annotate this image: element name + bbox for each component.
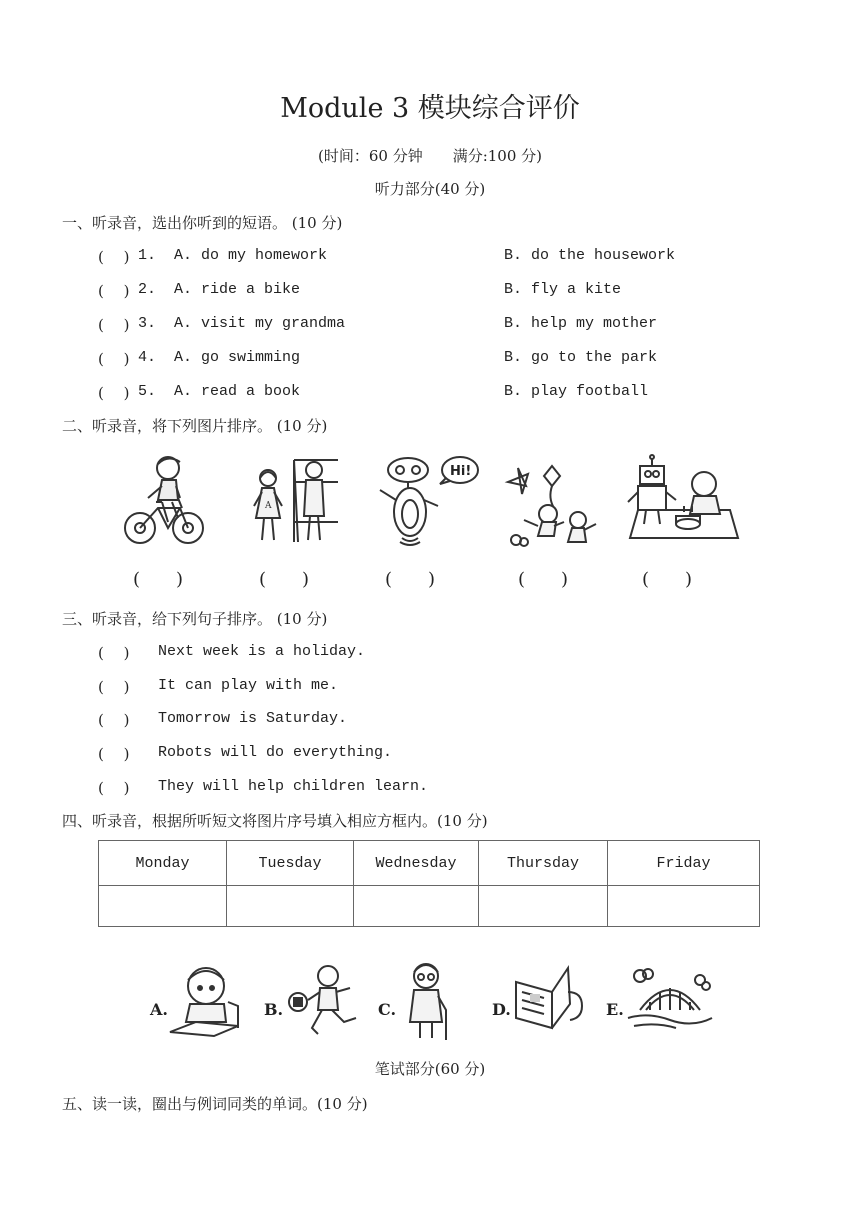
item-number: 3. — [138, 315, 157, 332]
picture-a-letter: A. — [150, 1000, 168, 1019]
svg-text:A: A — [265, 501, 272, 511]
boy-playing-football-icon — [284, 962, 364, 1040]
robot-saying-hi-icon — [376, 454, 480, 548]
day-friday: Friday — [608, 841, 760, 886]
option-b: B. fly a kite — [504, 281, 622, 298]
answer-cell-thursday[interactable] — [479, 886, 608, 927]
answer-cell-wednesday[interactable] — [354, 886, 479, 927]
answer-cell-monday[interactable] — [99, 886, 227, 927]
section1-heading: 一、听录音，选出你听到的短语。 (10 分) — [62, 214, 343, 232]
section5-heading: 五、读一读，圈出与例词同类的单词。(10 分) — [62, 1095, 368, 1113]
answer-blank[interactable]: ( ) — [98, 745, 130, 763]
option-a: A. visit my grandma — [174, 315, 346, 332]
answer-blank[interactable]: ( ) — [98, 316, 130, 334]
answer-blank[interactable]: ( ) — [98, 678, 130, 696]
picture2-answer-blank[interactable]: ( ) — [259, 569, 310, 590]
item-number: 1. — [138, 247, 157, 264]
page-title: Module 3 模块综合评价 — [280, 93, 580, 124]
sentence-text: Next week is a holiday. — [158, 643, 366, 660]
answer-blank[interactable]: ( ) — [98, 711, 130, 729]
time-info: (时间：60 分钟 满分:100 分) — [317, 147, 542, 165]
option-b: B. do the housework — [504, 247, 676, 264]
picture5-answer-blank[interactable]: ( ) — [642, 569, 693, 590]
answer-blank[interactable]: ( ) — [98, 644, 130, 662]
option-b: B. help my mother — [504, 315, 658, 332]
answer-blank[interactable]: ( ) — [98, 282, 130, 300]
answer-cell-tuesday[interactable] — [227, 886, 354, 927]
listening-part-label: 听力部分(40 分) — [374, 180, 486, 198]
picture3-answer-blank[interactable]: ( ) — [385, 569, 436, 590]
picture-d-letter: D. — [492, 1000, 511, 1019]
sentence-text: It can play with me. — [158, 677, 339, 694]
picture1-answer-blank[interactable]: ( ) — [133, 569, 184, 590]
answer-blank[interactable]: ( ) — [98, 779, 130, 797]
weekday-answer-table — [98, 840, 760, 927]
speech-bubble-text: Hi! — [450, 464, 472, 479]
answer-cell-friday[interactable] — [608, 886, 760, 927]
robot-and-boy-with-cake-icon — [626, 454, 742, 540]
sentence-text: Robots will do everything. — [158, 744, 393, 761]
option-a: A. do my homework — [174, 247, 328, 264]
option-a: A. read a book — [174, 383, 301, 400]
park-bridge-icon — [626, 966, 714, 1032]
section4-heading: 四、听录音，根据所听短文将图片序号填入相应方框内。(10 分) — [62, 812, 488, 830]
picture-e-letter: E. — [606, 1000, 624, 1019]
answer-blank[interactable]: ( ) — [98, 350, 130, 368]
children-flying-kite-icon — [502, 462, 606, 548]
answer-blank[interactable]: ( ) — [98, 248, 130, 266]
day-thursday: Thursday — [479, 841, 608, 886]
girl-and-woman-at-door-icon — [248, 456, 344, 546]
section2-heading: 二、听录音，将下列图片排序。 (10 分) — [62, 417, 328, 435]
option-b: B. go to the park — [504, 349, 658, 366]
picture-b-letter: B. — [264, 1000, 284, 1019]
section3-heading: 三、听录音，给下列句子排序。 (10 分) — [62, 610, 328, 628]
item-number: 4. — [138, 349, 157, 366]
answer-blank[interactable]: ( ) — [98, 384, 130, 402]
sentence-text: They will help children learn. — [158, 778, 429, 795]
option-b: B. play football — [504, 383, 649, 400]
boy-doing-homework-icon — [166, 962, 242, 1038]
sentence-text: Tomorrow is Saturday. — [158, 710, 348, 727]
picture4-answer-blank[interactable]: ( ) — [518, 569, 569, 590]
day-tuesday: Tuesday — [227, 841, 354, 886]
option-a: A. go swimming — [174, 349, 301, 366]
day-monday: Monday — [99, 841, 227, 886]
hand-holding-book-icon — [512, 962, 586, 1030]
boy-riding-bike-icon — [118, 452, 212, 548]
picture-c-letter: C. — [378, 1000, 397, 1019]
writing-part-label: 笔试部分(60 分) — [374, 1060, 486, 1078]
item-number: 5. — [138, 383, 157, 400]
item-number: 2. — [138, 281, 157, 298]
grandma-with-cane-icon — [400, 960, 454, 1042]
day-wednesday: Wednesday — [354, 841, 479, 886]
option-a: A. ride a bike — [174, 281, 301, 298]
